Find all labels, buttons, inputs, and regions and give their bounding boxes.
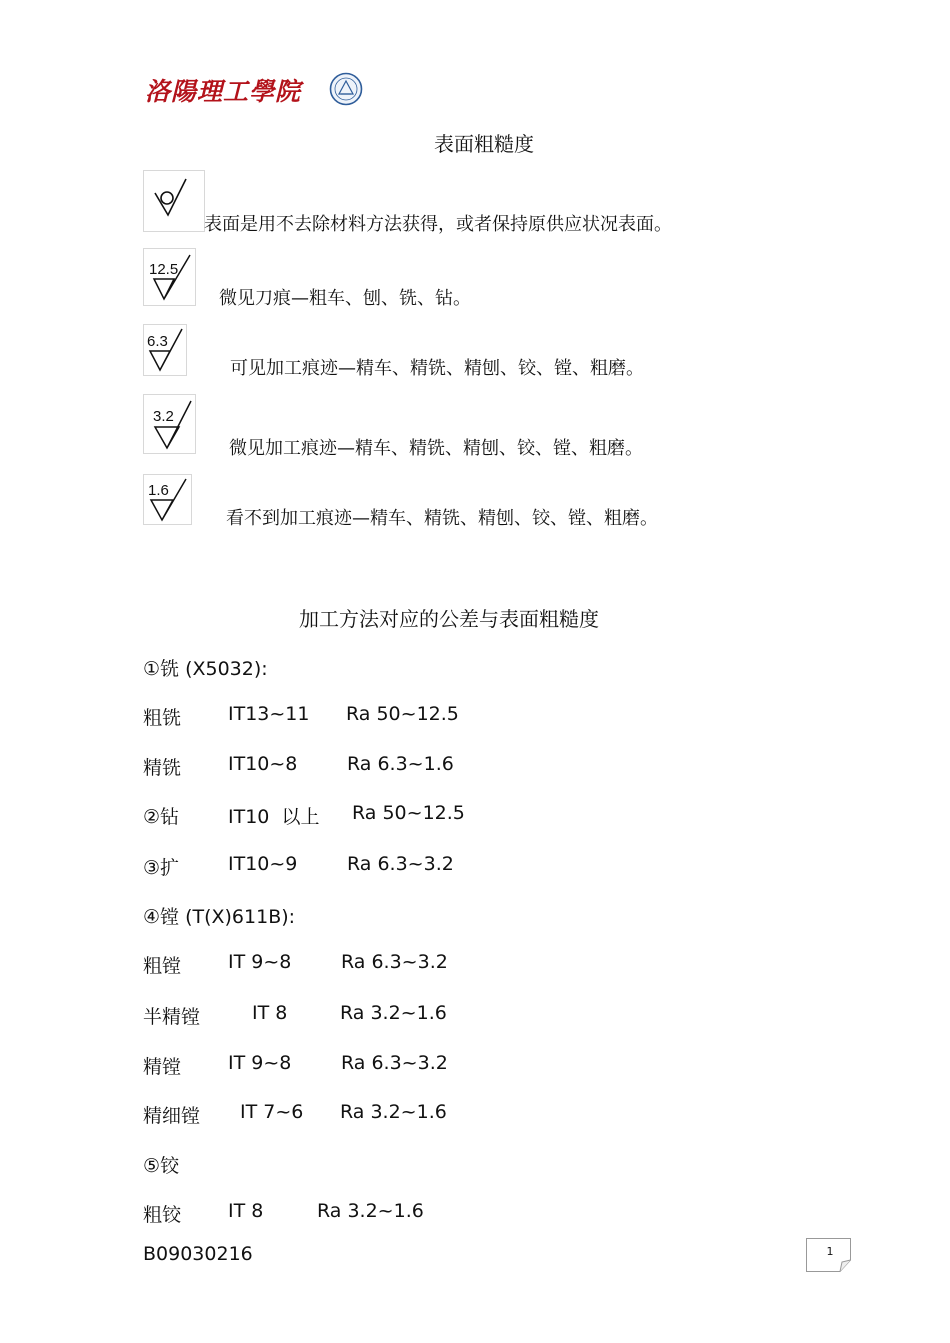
section-title: 加工方法对应的公差与表面粗糙度 bbox=[299, 607, 599, 631]
roughness-range: Ra 3.2~1.6 bbox=[317, 1200, 424, 1222]
symbol-description: 微见加工痕迹—精车、精铣、精刨、铰、镗、粗磨。 bbox=[229, 438, 643, 459]
method-heading: ①铣 (X5032): bbox=[143, 658, 268, 680]
roughness-symbol-3-2 bbox=[143, 394, 196, 454]
page-number-box bbox=[806, 1238, 850, 1270]
tolerance-grade: IT10 以上 bbox=[228, 806, 320, 828]
method-name: 精细镗 bbox=[143, 1105, 201, 1127]
roughness-range: Ra 6.3~3.2 bbox=[347, 853, 454, 875]
roughness-range: Ra 6.3~1.6 bbox=[347, 753, 454, 775]
roughness-range: Ra 50~12.5 bbox=[352, 802, 465, 824]
tolerance-grade: IT 9~8 bbox=[228, 951, 292, 973]
method-name: 粗镗 bbox=[143, 955, 182, 977]
tolerance-grade: IT 7~6 bbox=[240, 1101, 304, 1123]
symbol-description: 表面是用不去除材料方法获得，或者保持原供应状况表面。 bbox=[204, 214, 672, 235]
method-heading: ④镗 (T(X)611B): bbox=[143, 906, 296, 928]
roughness-range: Ra 50~12.5 bbox=[346, 703, 459, 725]
school-seal-icon bbox=[329, 72, 363, 106]
institution-logo bbox=[143, 72, 365, 106]
method-name: 粗铣 bbox=[143, 707, 182, 729]
roughness-value: 12.5 bbox=[149, 261, 179, 278]
symbol-description: 可见加工痕迹—精车、精铣、精刨、铰、镗、粗磨。 bbox=[230, 358, 644, 379]
method-name: 精铣 bbox=[143, 757, 182, 779]
method-name: 粗铰 bbox=[143, 1204, 182, 1226]
logo-text: 洛陽理工學院 bbox=[145, 77, 302, 106]
tolerance-grade: IT10~8 bbox=[228, 753, 298, 775]
roughness-value: 6.3 bbox=[147, 333, 168, 350]
roughness-range: Ra 3.2~1.6 bbox=[340, 1002, 447, 1024]
tolerance-grade: IT13~11 bbox=[228, 703, 310, 725]
tolerance-grade: IT10~9 bbox=[228, 853, 298, 875]
roughness-value: 1.6 bbox=[148, 482, 169, 499]
method-name: 半精镗 bbox=[143, 1006, 201, 1028]
page-title: 表面粗糙度 bbox=[434, 132, 534, 156]
roughness-range: Ra 6.3~3.2 bbox=[341, 1052, 448, 1074]
roughness-symbol-no-removal bbox=[143, 170, 205, 232]
tolerance-grade: IT 8 bbox=[228, 1200, 264, 1222]
roughness-symbol-6-3 bbox=[143, 324, 187, 376]
document-code: B09030216 bbox=[143, 1243, 253, 1265]
tolerance-grade: IT 8 bbox=[252, 1002, 288, 1024]
roughness-range: Ra 3.2~1.6 bbox=[340, 1101, 447, 1123]
roughness-symbol-1-6 bbox=[143, 474, 192, 525]
method-heading: ⑤铰 bbox=[143, 1155, 180, 1177]
method-name: ③扩 bbox=[143, 857, 180, 879]
roughness-symbol-12-5 bbox=[143, 248, 196, 306]
roughness-value: 3.2 bbox=[153, 408, 174, 425]
symbol-description: 微见刀痕—粗车、刨、铣、钻。 bbox=[219, 288, 471, 309]
tolerance-grade: IT 9~8 bbox=[228, 1052, 292, 1074]
page-number: 1 bbox=[826, 1245, 834, 1258]
method-name: ②钻 bbox=[143, 806, 180, 828]
roughness-range: Ra 6.3~3.2 bbox=[341, 951, 448, 973]
symbol-description: 看不到加工痕迹—精车、精铣、精刨、铰、镗、粗磨。 bbox=[226, 508, 658, 529]
method-name: 精镗 bbox=[143, 1056, 182, 1078]
